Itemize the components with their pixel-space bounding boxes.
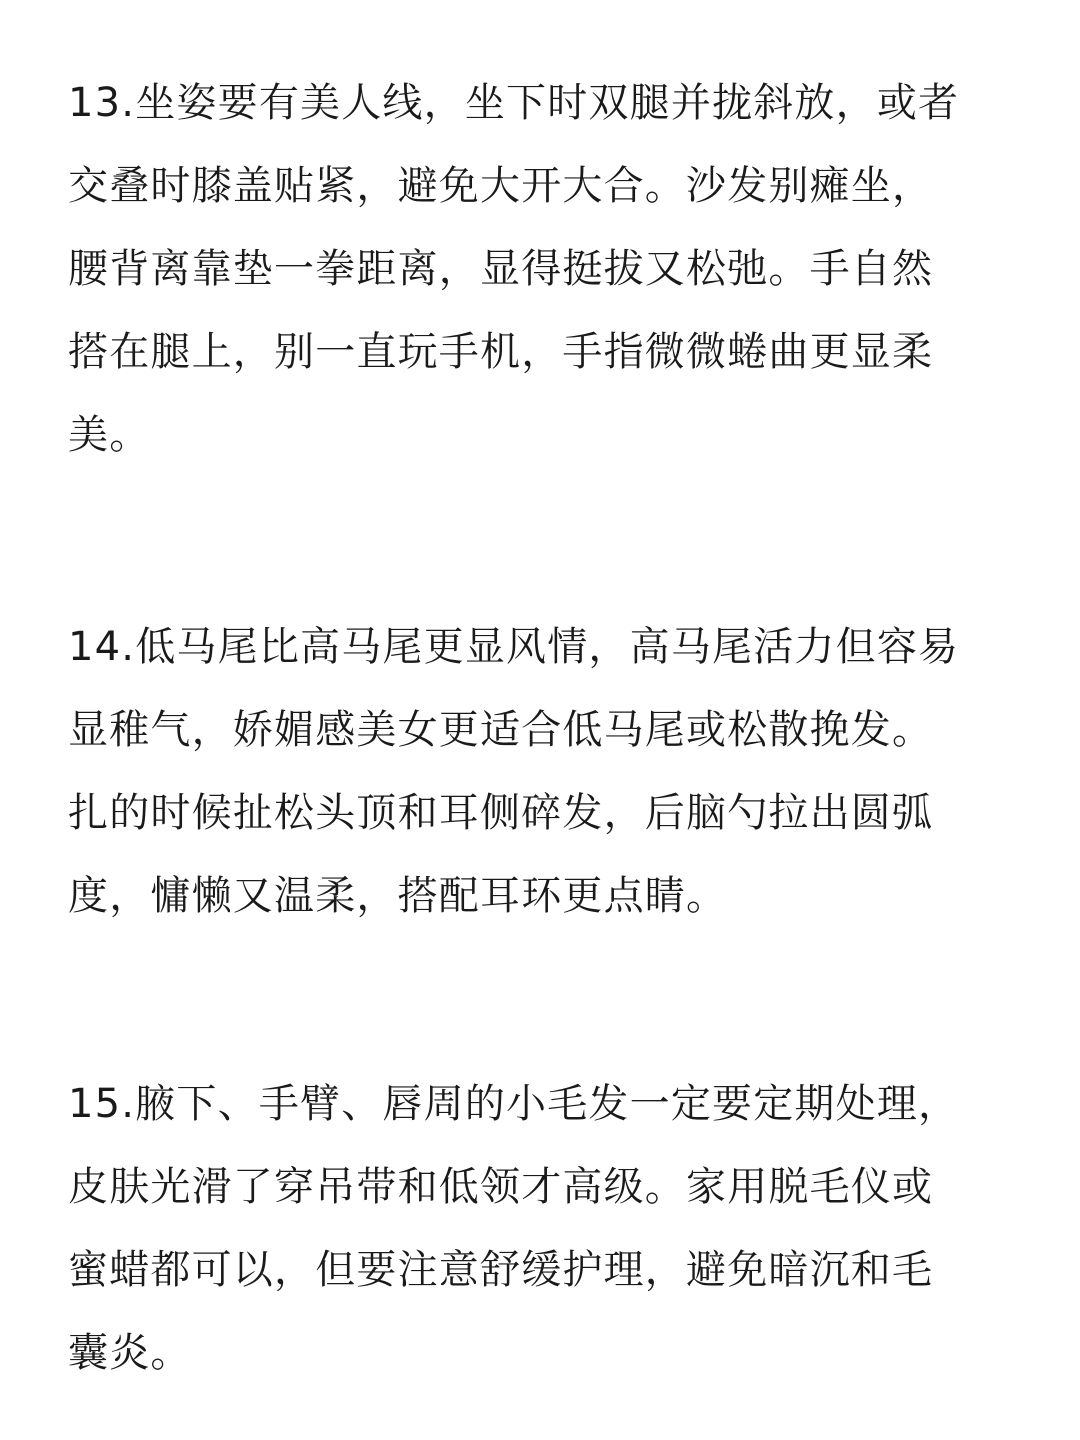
tip-14-line-1: 14.低马尾比高马尾更显风情，高马尾活力但容易 — [68, 624, 960, 670]
tip-15-line-1: 15.腋下、手臂、唇周的小毛发一定要定期处理， — [68, 1081, 960, 1127]
tip-14-line-3: 扎的时候扯松头顶和耳侧碎发，后脑勺拉出圆弧 — [68, 790, 934, 836]
tip-14-line-4: 度，慵懒又温柔，搭配耳环更点睛。 — [68, 873, 728, 919]
tip-15-line-3: 蜜蜡都可以，但要注意舒缓护理，避免暗沉和毛 — [68, 1247, 934, 1293]
tip-13-line-3: 腰背离靠垫一拳距离，显得挺拔又松弛。手自然 — [68, 246, 934, 292]
tip-15-paragraph — [68, 1063, 1008, 1395]
tip-14-paragraph — [68, 606, 1008, 938]
tip-14-line-2: 显稚气，娇媚感美女更适合低马尾或松散挽发。 — [68, 707, 934, 753]
tip-13-line-1: 13.坐姿要有美人线，坐下时双腿并拢斜放，或者 — [68, 80, 960, 126]
tip-13-paragraph — [68, 62, 1008, 477]
tip-15-line-2: 皮肤光滑了穿吊带和低领才高级。家用脱毛仪或 — [68, 1164, 934, 1210]
tip-13-line-2: 交叠时膝盖贴紧，避免大开大合。沙发别瘫坐， — [68, 163, 934, 209]
tip-13-line-4: 搭在腿上，别一直玩手机，手指微微蜷曲更显柔 — [68, 329, 934, 375]
tip-15-line-4: 囊炎。 — [68, 1330, 192, 1376]
tip-13-line-5: 美。 — [68, 412, 151, 458]
